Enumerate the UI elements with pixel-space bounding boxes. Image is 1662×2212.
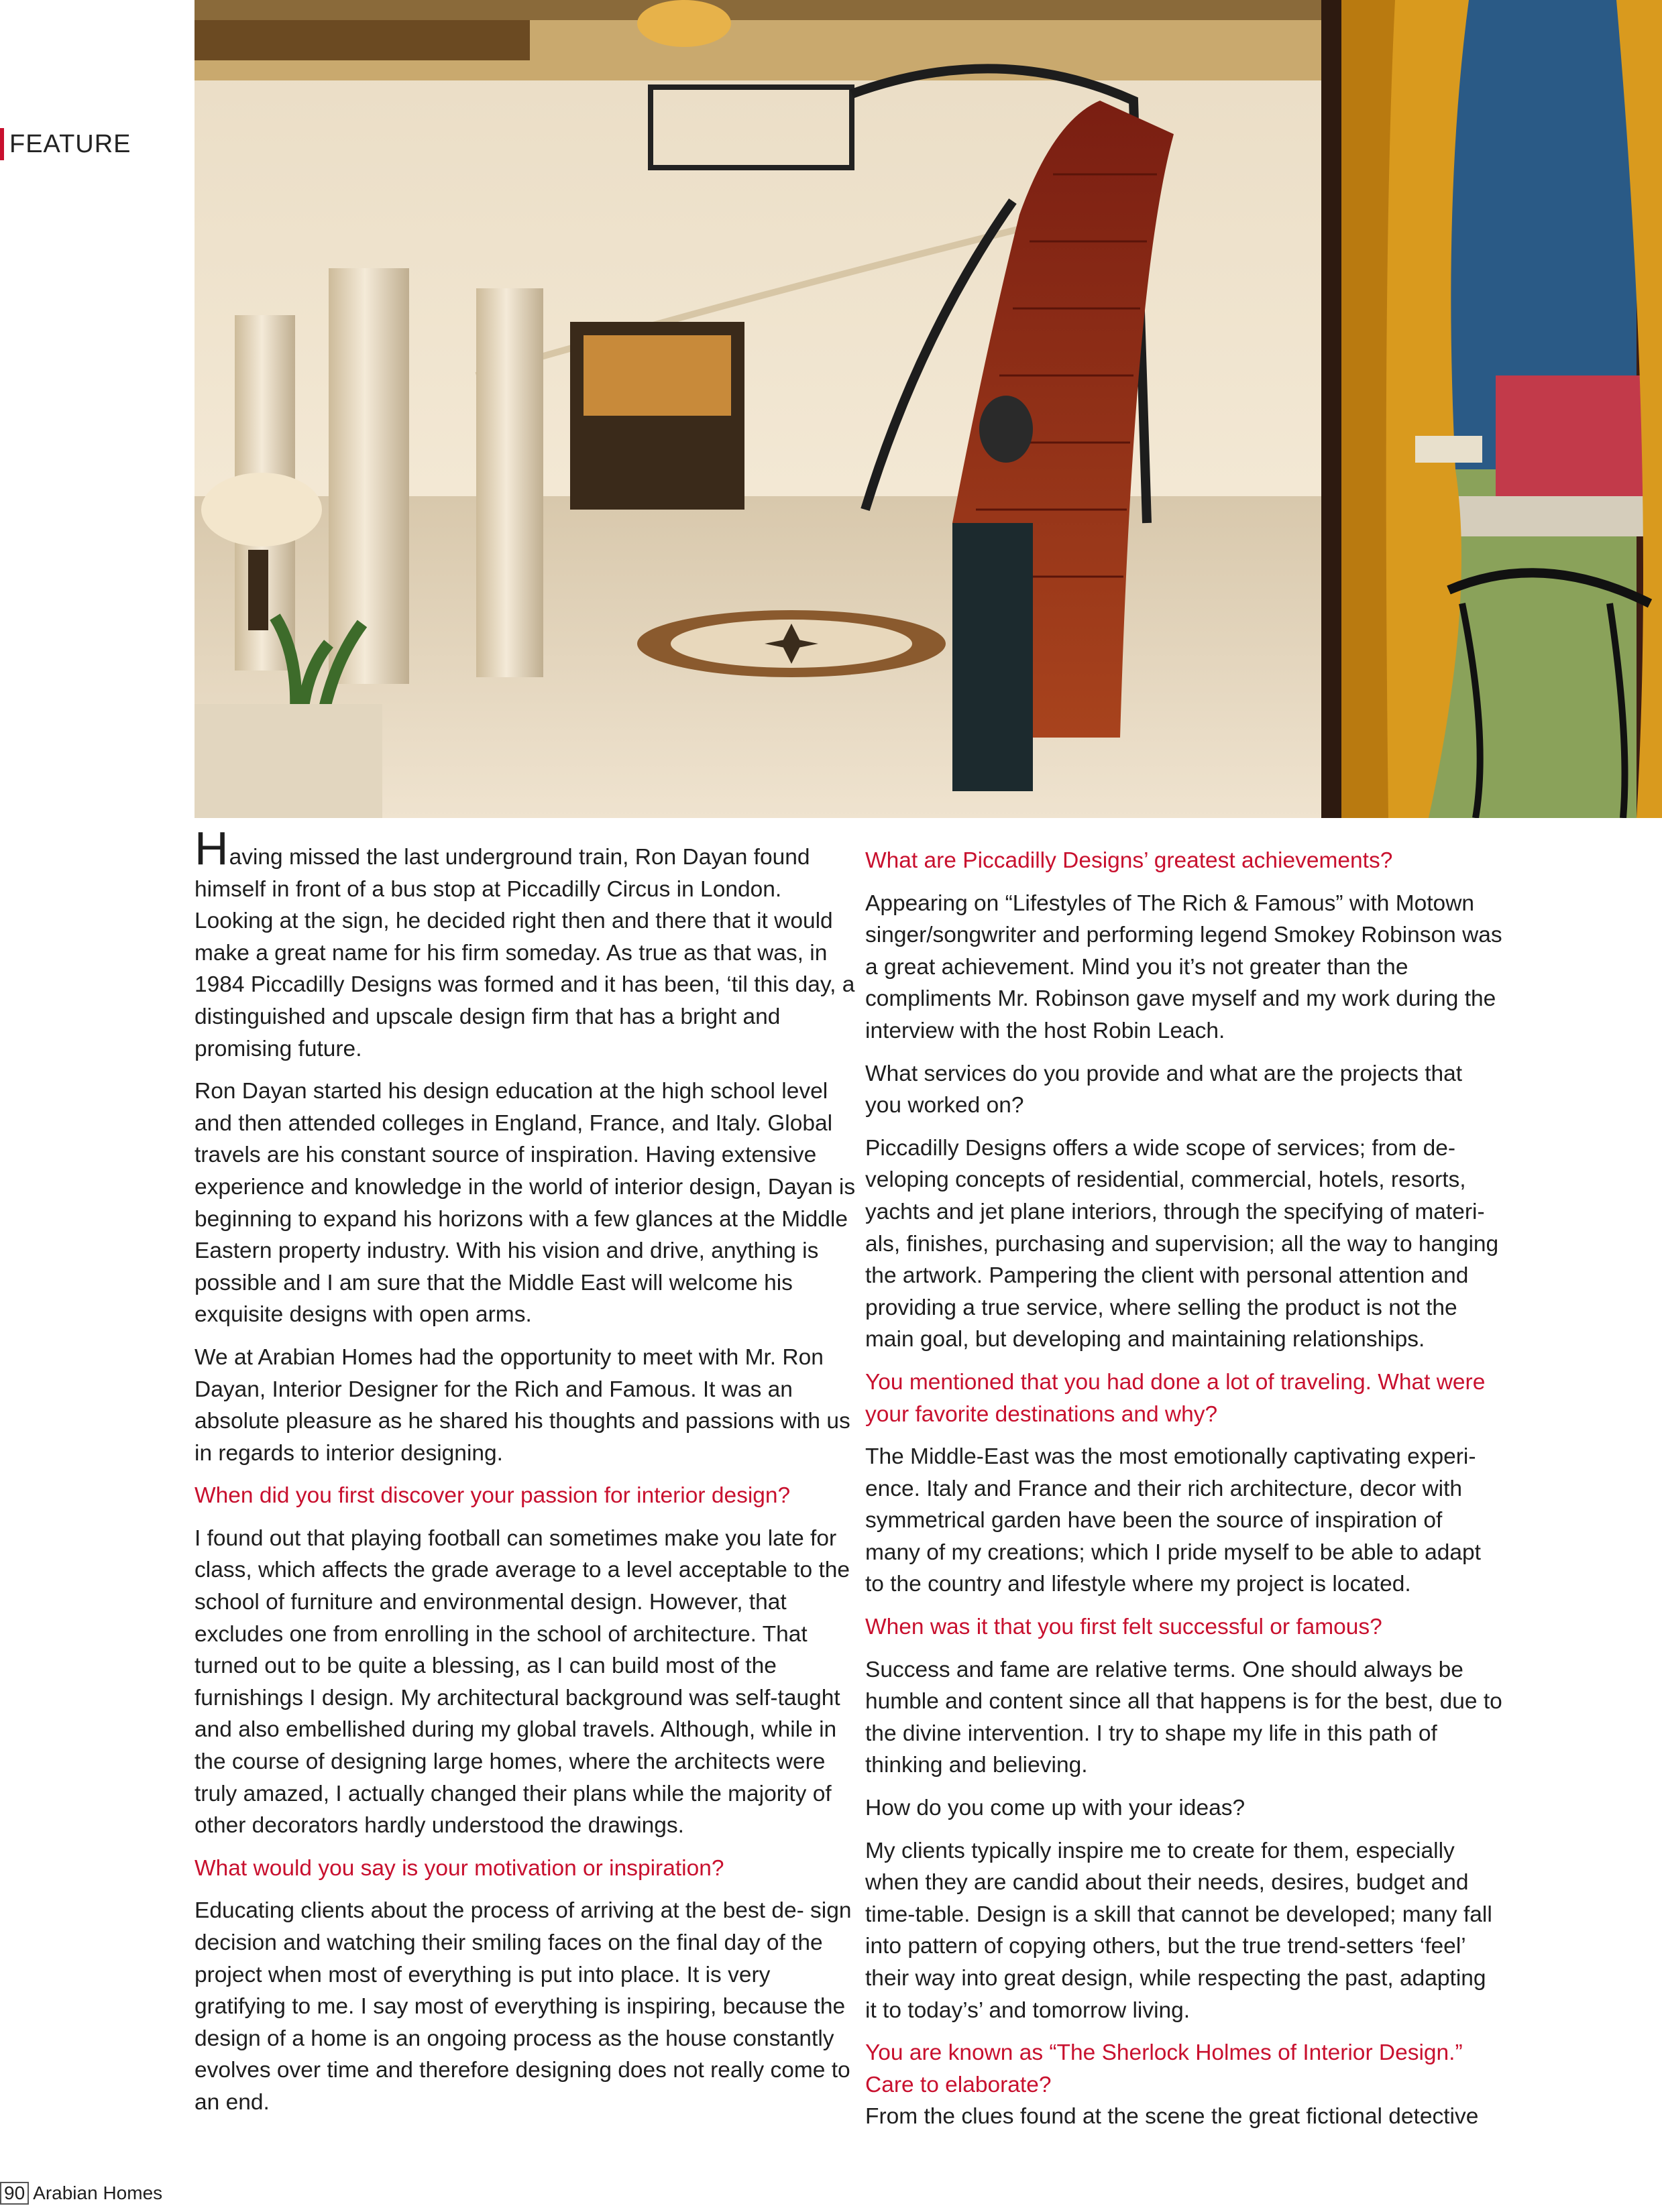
interview-question: What would you say is your motivation or inspiration? (195, 1855, 724, 1881)
section-label: FEATURE (9, 129, 131, 158)
interview-question: When was it that you first felt successful or famous? (865, 1615, 1382, 1640)
interview-answer: The Middle-East was the most emotionally captivating experi- ence. Italy and France and their rich architecture, decor with symmetrical garden have been the source of inspiration of many of my creations; which I pride myself to be able to adapt to the country and lifestyle where my project is located. (865, 1444, 1481, 1597)
interview-question: When did you first discover your passion for interior design? (195, 1483, 791, 1509)
interview-question-plain: What services do you provide and what are the projects that you worked on? (865, 1061, 1463, 1118)
interview-answer: Appearing on “Lifestyles of The Rich & Famous” with Motown singer/songwriter and performing legend Smokey Robinson was a great achievement. Mind you it’s not greater than the compliments Mr. Robinson gave myself and my work during the interview with the host Robin Leach. (865, 890, 1502, 1043)
interview-question-plain: How do you come up with your ideas? (865, 1796, 1245, 1821)
interview-question: What are Piccadilly Designs’ greatest achievements? (865, 848, 1393, 873)
magazine-name: Arabian Homes (33, 2182, 163, 2203)
interview-answer: My clients typically inspire me to create for them, especially when they are candid about their needs, desires, budget and time-table. Design is a skill that cannot be developed; many fall into pattern of copying others, but the true trend-setters ‘feel’ their way into great design, while respecting the past, adapting it to today’s’ and tomorrow living. (865, 1838, 1492, 2023)
photo-grand-staircase (195, 0, 1341, 818)
section-tag-bar (0, 128, 4, 160)
body-paragraph: We at Arabian Homes had the opportunity to meet with Mr. Ron Dayan, Interior Designer for the Rich and Famous. It was an absolute pleasure as he shared his thoughts and passions with us in regards to interior designing. (195, 1344, 850, 1466)
intro-paragraph: Having missed the last underground train, Ron Dayan found himself in front of a bus stop at Piccadilly Circus in London. Looking at the sign, he decided right then and there that it would make a great name for his firm someday. As true as that was, in 1984 Piccadilly Designs was formed and it has been, ‘til this day, a distinguished and upscale design firm that has a bright and promising future. (195, 822, 855, 1061)
page-footer (0, 2181, 162, 2205)
section-tag (0, 127, 131, 161)
page-number: 90 (0, 2182, 29, 2205)
photo-drapery-terrace (1341, 0, 1662, 818)
interview-question: You are known as “The Sherlock Holmes of Interior Design.” Care to elaborate? (865, 2040, 1463, 2097)
interview-answer: Piccadilly Designs offers a wide scope of services; from de- veloping concepts of residential, commercial, hotels, resorts, yachts and jet plane interiors, through the specifying of materi- als, finishes, purchasing and supervision; all the way to hanging the artwork. Pampering the client with personal attention and providing a true service, where selling the product is not the main goal, but developing and maintaining relationships. (865, 1135, 1499, 1352)
dropcap: H (195, 822, 229, 874)
interview-answer: Educating clients about the process of arriving at the best de- sign decision and watching their smiling faces on the final day of the project when most of everything is put into place. It is very gratifying to me. I say most of everything is inspiring, because the design of a home is an ongoing process as the house constantly evolves over time and therefore designing does not really come to an end. (195, 1898, 852, 2115)
interview-question: You mentioned that you had done a lot of traveling. What were your favorite destinations and why? (865, 1369, 1486, 1427)
body-paragraph: Ron Dayan started his design education at the high school level and then attended colleges in England, France, and Italy. Global travels are his constant source of inspiration. Having extensive experience and knowledge in the world of interior design, Dayan is beginning to expand his horizons with a few glances at the Middle Eastern property industry. With his vision and drive, anything is possible and I am sure that the Middle East will welcome his exquisite designs with open arms. (195, 1079, 856, 1328)
interview-answer: I found out that playing football can sometimes make you late for class, which affects the grade average to a level acceptable to the school of furniture and environmental design. However, that excludes one from enrolling in the school of architecture. That turned out to be quite a blessing, as I can build most of the furnishings I design. My architectural background was self-taught and also embellished during my global travels. Although, while in the course of designing large homes, where the architects were truly amazed, I actually changed their plans while the majority of other decorators hardly understood the drawings. (195, 1525, 850, 1839)
article-column-right (865, 835, 1502, 2144)
interview-answer: Success and fame are relative terms. One should always be humble and content since all that happens is for the best, due to the divine intervention. I try to shape my life in this path of thinking and believing. (865, 1657, 1502, 1778)
article-column-left (195, 822, 865, 2130)
interview-answer: From the clues found at the scene the great fictional detective (865, 2104, 1479, 2130)
